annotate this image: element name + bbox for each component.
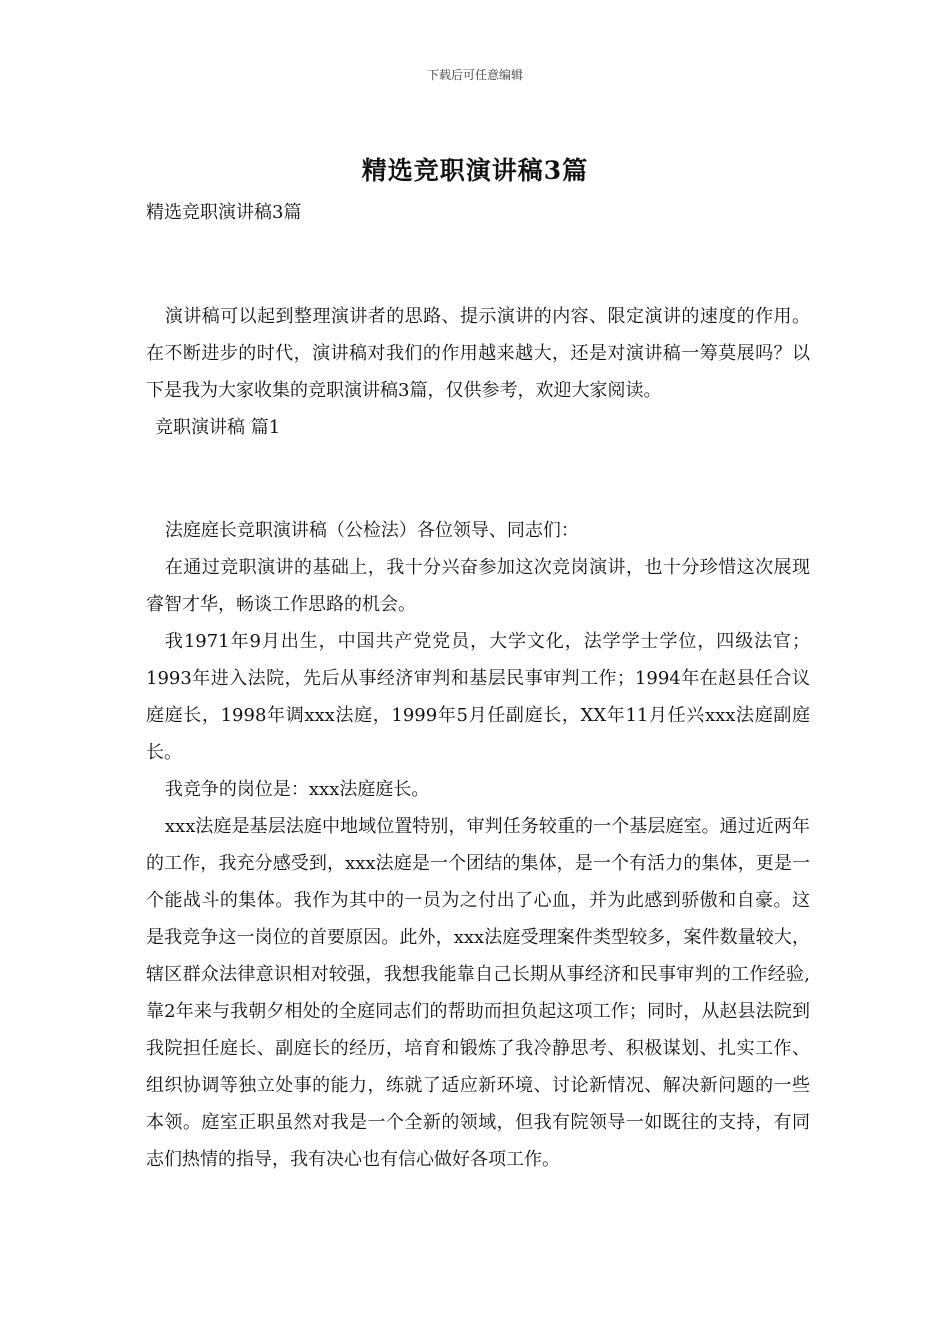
body-paragraph: 我1971年9月出生，中国共产党党员，大学文化，法学学士学位，四级法官；1993年进入法院，先后从事经济审判和基层民事审判工作；1994年在赵县任合议庭庭长，1998年调xxx法庭，1999年5月任副庭长，XX年11月任兴xxx法庭副庭长。	[146, 631, 810, 763]
section-heading: 竞职演讲稿 篇1	[155, 417, 281, 438]
body-paragraph: 法庭庭长竞职演讲稿（公检法）各位领导、同志们：	[164, 520, 579, 541]
intro-paragraph: 演讲稿可以起到整理演讲者的思路、提示演讲的内容、限定演讲的速度的作用。在不断进步的时代，演讲稿对我们的作用越来越大，还是对演讲稿一筹莫展吗？以下是我为大家收集的竞职演讲稿3篇，仅供参考，欢迎大家阅读。	[146, 306, 810, 401]
header-note: 下载后可任意编辑	[426, 68, 523, 82]
section-spacer	[146, 446, 810, 512]
document-subtitle: 精选竞职演讲稿3篇	[146, 202, 302, 223]
document-title: 精选竞职演讲稿3篇	[361, 156, 589, 185]
body-paragraph: xxx法庭是基层法庭中地域位置特别，审判任务较重的一个基层庭室。通过近两年的工作，我充分感受到，xxx法庭是一个团结的集体，是一个有活力的集体，更是一个能战斗的集体。我作为其中的一员为之付出了心血，并为此感到骄傲和自豪。这是我竞争这一岗位的首要原因。此外，xxx法庭受理案件类型较多，案件数量较大，辖区群众法律意识相对较强，我想我能靠自己长期从事经济和民事审判的工作经验,靠2年来与我朝夕相处的全庭同志们的帮助而担负起这项工作；同时，从赵县法院到我院担任庭长、副庭长的经历，培育和锻炼了我冷静思考、积极谋划、扎实工作、组织协调等独立处事的能力，练就了适应新环境、讨论新情况、解决新问题的一些本领。庭室正职虽然对我是一个全新的领域，但我有院领导一如既往的支持，有同志们热情的指导，我有决心也有信心做好各项工作。	[146, 816, 810, 1170]
body-paragraph: 我竞争的岗位是：xxx法庭庭长。	[164, 779, 430, 800]
body-paragraph: 在通过竞职演讲的基础上，我十分兴奋参加这次竞岗演讲，也十分珍惜这次展现睿智才华，畅谈工作思路的机会。	[146, 557, 810, 615]
document-body	[146, 298, 810, 1178]
